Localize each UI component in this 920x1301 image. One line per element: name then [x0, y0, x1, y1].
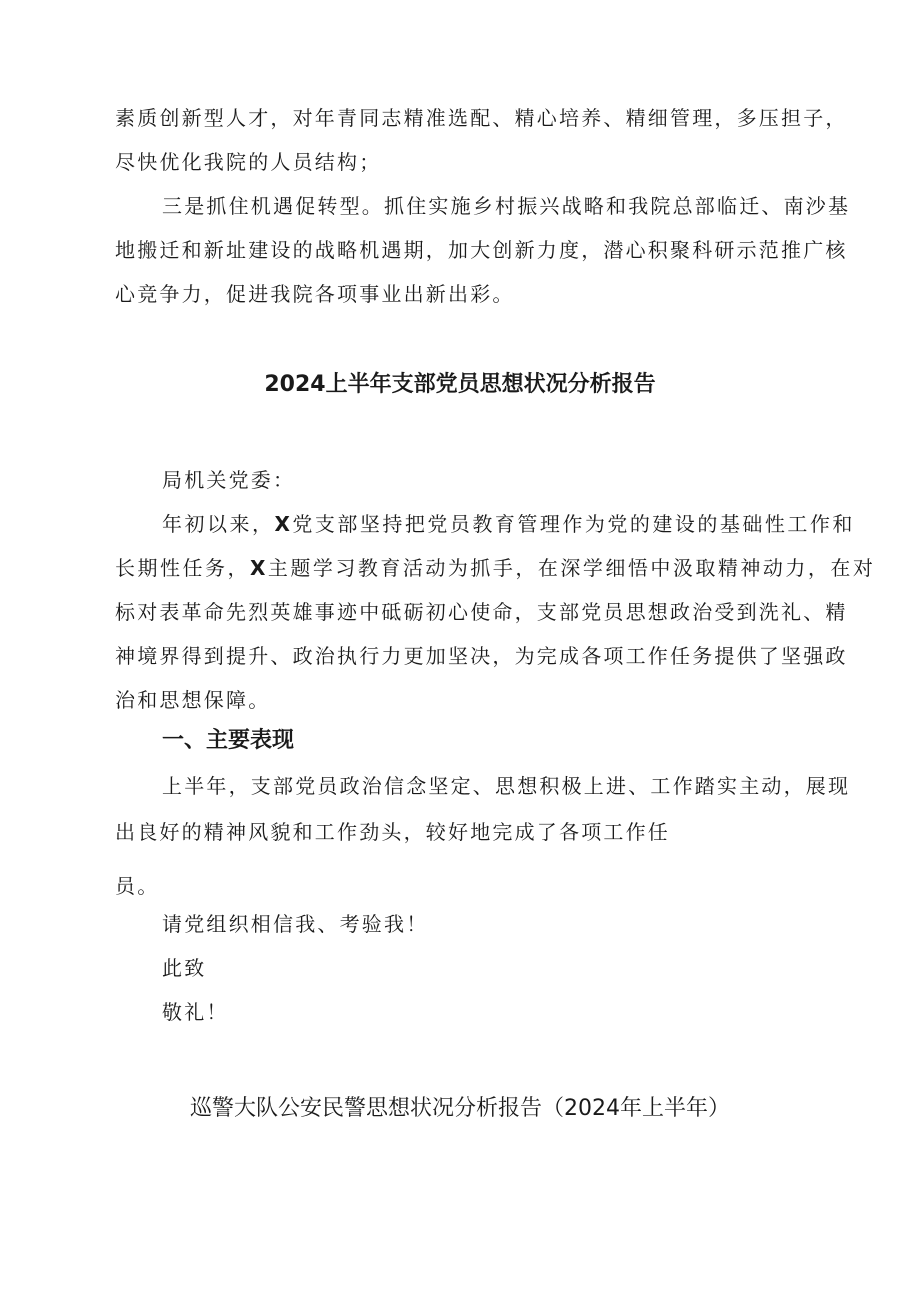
paragraph-line: 治和思想保障。 [115, 688, 271, 712]
placeholder-x: X [250, 556, 268, 580]
paragraph-line [162, 510, 855, 538]
paragraph-line: 尽快优化我院的人员结构； [115, 150, 382, 174]
paragraph-line: 标对表革命先烈英雄事迹中砥砺初心使命，支部党员思想政治受到洗礼、精 [115, 600, 848, 624]
text-run: 长期性任务， [115, 556, 250, 580]
paragraph-line: 三是抓住机遇促转型。抓住实施乡村振兴战略和我院总部临迁、南沙基 [162, 194, 851, 218]
report-title: 2024上半年支部党员思想状况分析报告 [264, 372, 656, 397]
report-title: 巡警大队公安民警思想状况分析报告（2024年上半年） [190, 1096, 730, 1121]
paragraph-line: 地搬迁和新址建设的战略机遇期，加大创新力度，潜心积聚科研示范推广核 [115, 238, 848, 262]
closing-line: 敬礼！ [162, 1000, 229, 1024]
text-run: 党支部坚持把党员教育管理作为党的建设的基础性工作和 [292, 512, 855, 536]
closing-line: 此致 [162, 956, 207, 980]
text-run: 主题学习教育活动为抓手，在深学细悟中汲取精神动力，在对 [267, 556, 876, 580]
paragraph-line: 出良好的精神风貌和工作劲头，较好地完成了各项工作任 [115, 820, 670, 844]
paragraph-line: 心竞争力，促进我院各项事业出新出彩。 [115, 282, 515, 306]
paragraph-line: 素质创新型人才，对年青同志精准选配、精心培养、精细管理，多压担子， [115, 106, 848, 130]
placeholder-x: X [274, 512, 293, 536]
text-run: 年初以来， [162, 512, 275, 536]
paragraph-line: 员。 [115, 874, 160, 898]
paragraph-line: 神境界得到提升、政治执行力更加坚决，为完成各项工作任务提供了坚强政 [115, 644, 848, 668]
closing-line: 请党组织相信我、考验我！ [162, 912, 429, 936]
paragraph-line [115, 554, 875, 582]
salutation: 局机关党委： [162, 468, 296, 492]
section-heading: 一、主要表现 [162, 728, 295, 753]
paragraph-line: 上半年，支部党员政治信念坚定、思想积极上进、工作踏实主动，展现 [162, 774, 851, 798]
